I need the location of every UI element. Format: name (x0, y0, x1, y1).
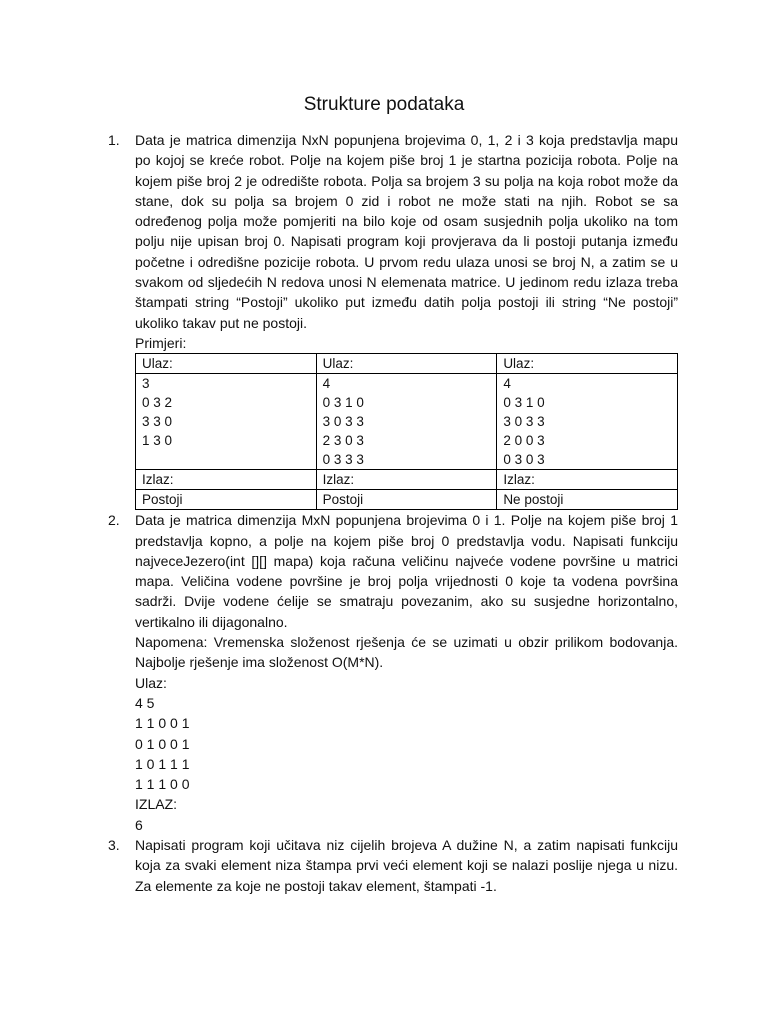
problem-number: 3. (108, 837, 120, 854)
examples-label: Primjeri: (135, 334, 187, 351)
table-row (136, 374, 678, 470)
example-input-line: 2 0 0 3 (503, 433, 545, 449)
example-input-line: 4 (503, 376, 511, 392)
example-line: 0 1 0 0 1 (135, 735, 190, 752)
table-cell: Izlaz: (316, 470, 497, 490)
examples-table (135, 353, 678, 510)
example-input-line: 1 3 0 (142, 433, 173, 449)
example-line: 1 1 1 0 0 (135, 776, 190, 793)
problem-list (108, 130, 678, 896)
table-cell (497, 374, 678, 470)
table-cell: Ne postoji (497, 490, 678, 510)
problem-text: Data je matrica dimenzija MxN popunjena brojevima 0 i 1. Polje na kojem piše broj 1 predstavlja kopno, a polje na kojem piše broj 0 predstavlja vodu. Napisati funkciju najveceJezero(int [][] mapa) koja računa veličinu najveće vodene površine u matrici mapa. Veličina vodene površine je broj polja vrijednosti 0 koje ta vodena površina sadrži. Dvije vodene ćelije se smatraju povezanim, ako su susjedne horizontalno, vertikalno ili dijagonalno. (135, 512, 678, 630)
problem-3 (108, 835, 678, 896)
table-cell: Postoji (136, 490, 317, 510)
table-cell: Izlaz: (136, 470, 317, 490)
example-input-line: 3 3 0 (142, 414, 173, 430)
table-header-row (136, 354, 678, 374)
table-cell: Ulaz: (497, 354, 678, 374)
example-input-line: 0 3 1 0 (503, 395, 545, 411)
page-title: Strukture podataka (303, 94, 465, 115)
problem-text: Data je matrica dimenzija NxN popunjena brojevima 0, 1, 2 i 3 koja predstavlja mapu po kojoj se kreće robot. Polje na kojem piše broj 1 je startna pozicija robota. Polje na kojem piše broj 2 je odredište robota. Polja sa brojem 3 su polja na koja robot može da stane, dok su polja sa brojem 0 zid i robot ne može stati na njih. Robot se sa određenog polja može pomjeriti na bilo koje od osam susjednih polja ukoliko na tom polju nije upisan broj 0. Napisati program koji provjerava da li postoji putanja između početne i odredišne pozicije robota. U prvom redu ulaza unosi se broj N, a zatim se u svakom od sljedećih N redova unosi N elemenata matrice. U jedinom redu izlaza treba štampati string “Postoji” ukoliko put između datih polja postoji ili string “Ne postoji” ukoliko takav put ne postoji. (135, 132, 678, 331)
example-input-line: 3 (142, 376, 150, 392)
example-input-line: 0 3 3 3 (322, 452, 364, 468)
table-cell: Ulaz: (316, 354, 497, 374)
table-cell: Izlaz: (497, 470, 678, 490)
example-input-line: 0 3 0 3 (503, 452, 545, 468)
example-input-line: 3 0 3 3 (322, 414, 364, 430)
example-line: IZLAZ: (135, 796, 178, 813)
table-cell (136, 374, 317, 470)
example-input-line: 2 3 0 3 (322, 433, 364, 449)
problem-1 (108, 130, 678, 510)
problem-note: Napomena: Vremenska složenost rješenja će se uzimati u obzir prilikom bodovanja. Najbolje rješenje ima složenost O(M*N). (135, 634, 678, 671)
example-input-line: 0 3 1 0 (322, 395, 364, 411)
problem-number: 1. (108, 132, 120, 148)
example-block (135, 673, 678, 835)
example-input-line: 4 (322, 376, 331, 392)
example-line: 1 1 0 0 1 (135, 715, 190, 732)
example-line: Ulaz: (135, 674, 167, 691)
problem-2 (108, 510, 678, 835)
table-cell: Ulaz: (136, 354, 317, 374)
example-line: 1 0 1 1 1 (135, 755, 190, 772)
problem-number: 2. (108, 512, 120, 529)
table-cell (316, 374, 497, 470)
table-row (136, 490, 678, 510)
example-input-line: 0 3 2 (142, 395, 173, 411)
example-input-line: 3 0 3 3 (503, 414, 545, 430)
problem-text: Napisati program koji učitava niz cijelih brojeva A dužine N, a zatim napisati funkciju koja za svaki element niza štampa prvi veći element koji se nalazi poslije njega u nizu. Za elemente za koje ne postoji takav element, štampati -1. (135, 837, 678, 894)
table-row (136, 470, 678, 490)
example-line: 4 5 (135, 694, 155, 711)
table-cell: Postoji (316, 490, 497, 510)
example-line: 6 (135, 816, 143, 833)
